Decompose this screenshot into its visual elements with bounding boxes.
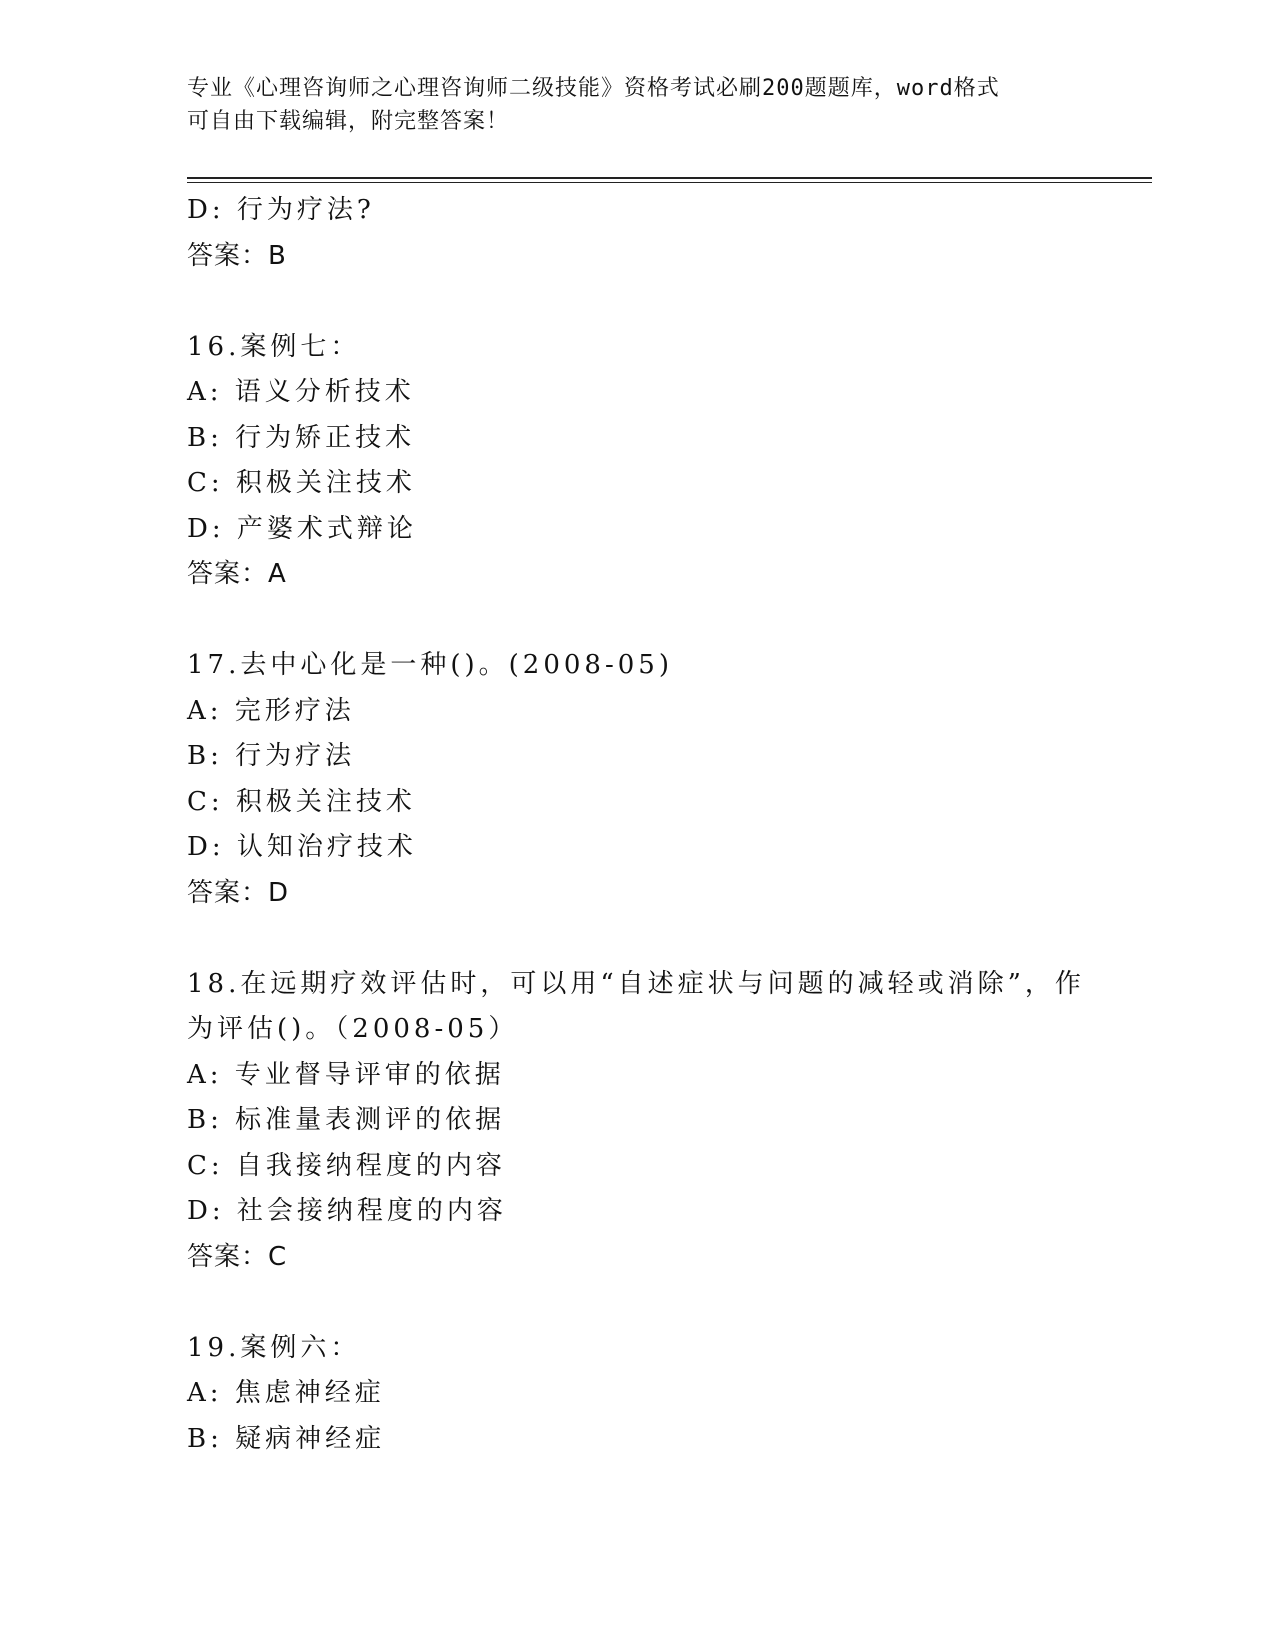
option-a: A: 完形疗法 xyxy=(187,695,355,726)
option-a: A: 专业督导评审的依据 xyxy=(187,1059,505,1090)
option-d: D: 社会接纳程度的内容 xyxy=(187,1196,507,1226)
spacer xyxy=(187,598,1087,644)
option-a: A: 语义分析技术 xyxy=(187,377,415,407)
option-d: D: 认知治疗技术 xyxy=(187,832,417,862)
header-title-line-2: 可自由下载编辑，附完整答案！ xyxy=(187,109,510,134)
option-a: A: 焦虑神经症 xyxy=(187,1378,385,1408)
answer-line: 答案：D xyxy=(187,877,290,908)
answer-line: 答案：C xyxy=(187,1241,288,1272)
spacer xyxy=(187,279,1087,325)
option-c: C: 自我接纳程度的内容 xyxy=(187,1150,506,1181)
option-c: C: 积极关注技术 xyxy=(187,468,416,498)
answer-line: 答案：A xyxy=(187,559,287,589)
option-c: C: 积极关注技术 xyxy=(187,786,416,817)
question-stem: 17.去中心化是一种()。(2008-05) xyxy=(187,650,673,680)
option-b: B: 行为矫正技术 xyxy=(187,422,416,453)
option-b: B: 疑病神经症 xyxy=(187,1423,386,1454)
spacer xyxy=(187,916,1087,962)
header-divider-thin xyxy=(187,182,1152,183)
option-d: D: 产婆术式辩论 xyxy=(187,513,417,544)
answer-line: 答案：B xyxy=(187,240,287,271)
question-stem-line-2: 为评估()。（2008-05） xyxy=(187,1014,519,1044)
header-divider xyxy=(187,177,1152,179)
document-header xyxy=(187,72,1067,138)
option-b: B: 标准量表测评的依据 xyxy=(187,1105,506,1135)
option-b: B: 行为疗法 xyxy=(187,741,356,771)
header-title-line-1: 专业《心理咨询师之心理咨询师二级技能》资格考试必刷200题题库，word格式 xyxy=(187,76,1000,101)
option-d: D: 行为疗法? xyxy=(187,195,375,225)
spacer xyxy=(187,1280,1087,1326)
document-body xyxy=(187,188,1087,1462)
question-stem: 16.案例七： xyxy=(187,331,361,362)
question-stem: 19.案例六： xyxy=(187,1332,361,1363)
question-stem-line-1: 18.在远期疗效评估时，可以用“自述症状与问题的减轻或消除”，作 xyxy=(187,968,1085,999)
